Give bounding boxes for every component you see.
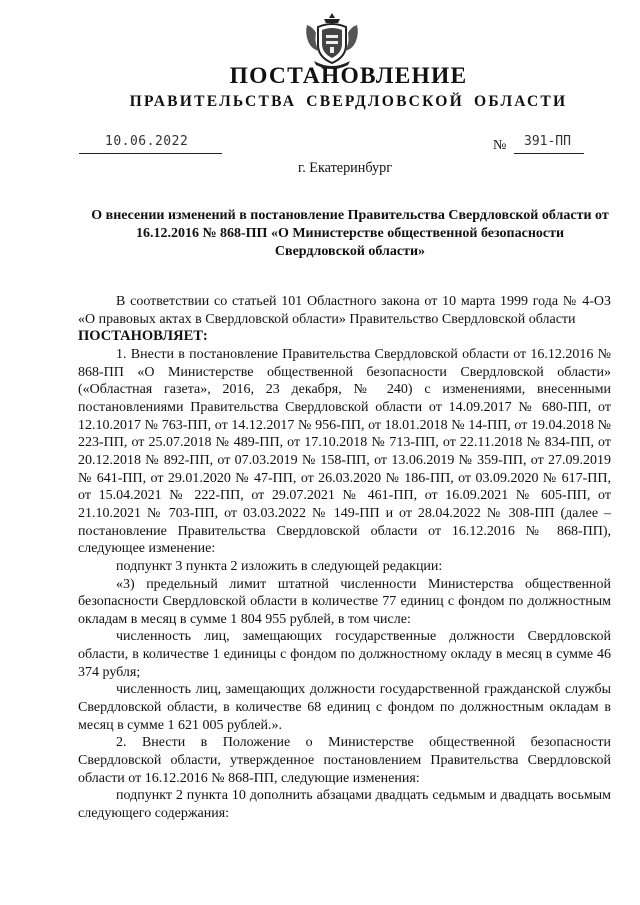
document-title: О внесении изменений в постановление Правительства Свердловской области от 16.12.2016 № 868-ПП «О Министерстве общественной безопасности Свердловской области» — [91, 208, 609, 259]
paragraph-civil-service: численность лиц, замещающих должности государственной гражданской службы Свердловской области, в количестве 68 единиц с фондом по должностным окладам в месяц в сумме 1 621 005 рублей.». — [78, 682, 611, 733]
document-body — [78, 293, 611, 823]
paragraph-item-2: 2. Внести в Положение о Министерстве общественной безопасности Свердловской области, утвержденное постановлением Правительства Свердловской области от 16.12.2016 № 868-ПП, следующие изменения: — [78, 735, 611, 786]
date-field: 10.06.2022 — [79, 135, 222, 154]
number-field: 391-ПП — [514, 135, 584, 154]
issuer-subtitle: ПРАВИТЕЛЬСТВА СВЕРДЛОВСКОЙ ОБЛАСТИ — [129, 93, 568, 110]
document-type-title: ПОСТАНОВЛЕНИЕ — [229, 63, 468, 89]
decree-word: ПОСТАНОВЛЯЕТ: — [78, 328, 208, 345]
paragraph-subitem-3: подпункт 3 пункта 2 изложить в следующей редакции: — [116, 558, 443, 574]
paragraph-state-positions: численность лиц, замещающих государственные должности Свердловской области, в количестве 1 единицы с фондом по должностному окладу в месяц в сумме 46 374 рубля; — [78, 629, 611, 680]
coat-of-arms-icon — [304, 11, 360, 71]
paragraph-subitem-2: подпункт 2 пункта 10 дополнить абзацами двадцать седьмым и двадцать восьмым следующего содержания: — [78, 788, 611, 822]
paragraph-item-1: 1. Внести в постановление Правительства Свердловской области от 16.12.2016 № 868-ПП «О Министерстве общественной безопасности Свердловской области» («Областная газета», 2016, 23 декабря, № 240) с изменениями, внесенными постановлениями Правительства Свердловской области от 14.09.2017 № 680-ПП, от 12.10.2017 № 763-ПП, от 14.12.2017 № 956-ПП, от 18.01.2018 № 14-ПП, от 19.04.2018 № 223-ПП, от 25.07.2018 № 489-ПП, от 17.10.2018 № 713-ПП, от 22.11.2018 № 834-ПП, от 20.12.2018 № 892-ПП, от 07.03.2019 № 158-ПП, от 13.06.2019 № 359-ПП, от 27.09.2019 № 641-ПП, от 29.01.2020 № 47-ПП, от 26.03.2020 № 186-ПП, от 03.09.2020 № 617-ПП, от 15.04.2021 № 222-ПП, от 29.07.2021 № 461-ПП, от 16.09.2021 № 605-ПП, от 21.10.2021 № 703-ПП, от 03.03.2022 № 149-ПП и от 28.04.2022 № 308-ПП (далее – постановление Правительства Свердловской области от 16.12.2016 № 868-ПП), следующее изменение: — [78, 346, 611, 557]
city-label: г. Екатеринбург — [298, 160, 393, 176]
paragraph-preamble: В соответствии со статьей 101 Областного закона от 10 марта 1999 года № 4-ОЗ «О правовых актах в Свердловской области» Правительство Свердловской области — [78, 294, 611, 327]
paragraph-limit: «3) предельный лимит штатной численности Министерства общественной безопасности Свердловской области в количестве 77 единиц с фондом по должностным окладам в месяц в сумме 1 804 955 рублей, в том числе: — [78, 576, 611, 627]
number-label: № — [493, 138, 507, 153]
